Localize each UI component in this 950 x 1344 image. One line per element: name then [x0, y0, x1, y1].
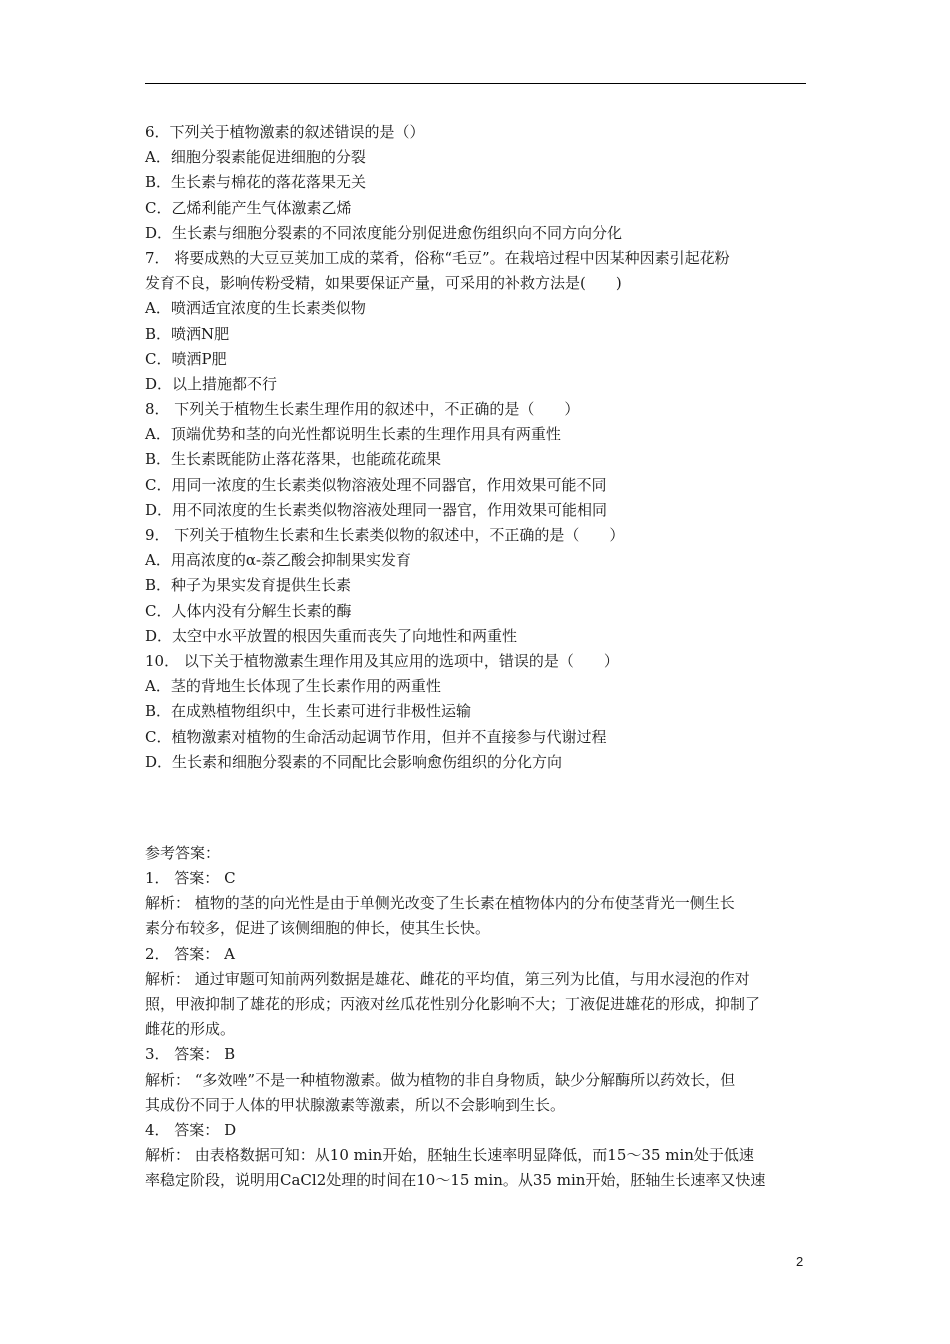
answer-line: 1． 答案： C [145, 869, 236, 888]
analysis-line: 雌花的形成。 [145, 1020, 236, 1039]
answer-section [145, 841, 810, 1194]
option-a: A．喷洒适宜浓度的生长素类似物 [145, 299, 366, 318]
question-6 [145, 120, 810, 246]
option-d: D．用不同浓度的生长素类似物溶液处理同一器官，作用效果可能相同 [145, 500, 608, 519]
option-c: C．植物激素对植物的生命活动起调节作用，但并不直接参与代谢过程 [145, 727, 607, 746]
question-stem: 6．下列关于植物激素的叙述错误的是（） [145, 123, 425, 141]
option-c: C．喷洒P肥 [145, 349, 227, 368]
analysis-line: 解析： 通过审题可知前两列数据是雄花、雌花的平均值，第三列为比值，与用水浸泡的作对 [145, 969, 750, 988]
answer-item-1 [145, 866, 810, 942]
analysis-line: 率稳定阶段，说明用CaCl2处理的时间在10～15 min。从35 min开始，胚轴生长速率又快速 [145, 1171, 766, 1190]
question-stem-line: 发育不良，影响传粉受精，如果要保证产量，可采用的补救方法是( ) [145, 274, 622, 293]
option-a: A．用高浓度的α-萘乙酸会抑制果实发育 [145, 551, 412, 570]
question-8 [145, 397, 810, 523]
question-7 [145, 246, 810, 397]
option-d: D．生长素和细胞分裂素的不同配比会影响愈伤组织的分化方向 [145, 752, 563, 771]
document-body [145, 120, 810, 1194]
analysis-line: 其成份不同于人体的甲状腺激素等激素，所以不会影响到生长。 [145, 1095, 566, 1114]
question-stem: 8． 下列关于植物生长素生理作用的叙述中，不正确的是（ ） [145, 400, 580, 419]
question-stem: 9． 下列关于植物生长素和生长素类似物的叙述中，不正确的是（ ） [145, 526, 625, 544]
question-10 [145, 649, 810, 775]
page-number: 2 [796, 1254, 804, 1269]
answer-line: 2． 答案： A [145, 944, 235, 963]
option-d: D．生长素与细胞分裂素的不同浓度能分别促进愈伤组织向不同方向分化 [145, 223, 623, 242]
option-d: D．太空中水平放置的根因失重而丧失了向地性和两重性 [145, 626, 518, 645]
option-a: A．茎的背地生长体现了生长素作用的两重性 [145, 677, 441, 696]
question-stem-line: 7． 将要成熟的大豆豆荚加工成的菜肴，俗称“毛豆”。在栽培过程中因某种因素引起花粉 [145, 248, 730, 267]
option-c: C．乙烯利能产生气体激素乙烯 [145, 198, 352, 217]
header-rule [145, 83, 806, 84]
question-stem: 10． 以下关于植物激素生理作用及其应用的选项中，错误的是（ ） [145, 651, 619, 670]
analysis-line: 素分布较多，促进了该侧细胞的伸长，使其生长快。 [145, 919, 491, 938]
answer-line: 4． 答案： D [145, 1120, 237, 1139]
answer-item-2 [145, 942, 810, 1043]
option-a: A．顶端优势和茎的向光性都说明生长素的生理作用具有两重性 [145, 425, 561, 444]
analysis-line: 解析： “多效唑”不是一种植物激素。做为植物的非自身物质，缺少分解酶所以药效长，但 [145, 1070, 736, 1089]
option-b: B．种子为果实发育提供生长素 [145, 576, 352, 595]
option-c: C．人体内没有分解生长素的酶 [145, 601, 352, 620]
question-9 [145, 523, 810, 649]
answer-item-4 [145, 1118, 810, 1194]
option-b: B．生长素与棉花的落花落果无关 [145, 173, 367, 192]
answer-heading: 参考答案： [145, 843, 221, 862]
section-gap [145, 775, 810, 841]
analysis-line: 解析： 植物的茎的向光性是由于单侧光改变了生长素在植物体内的分布使茎背光一侧生长 [145, 894, 735, 913]
option-a: A．细胞分裂素能促进细胞的分裂 [145, 148, 366, 167]
option-b: B．喷洒N肥 [145, 324, 230, 343]
option-c: C．用同一浓度的生长素类似物溶液处理不同器官，作用效果可能不同 [145, 475, 607, 494]
analysis-line: 照，甲液抑制了雄花的形成；丙液对丝瓜花性别分化影响不大；丁液促进雄花的形成，抑制了 [145, 995, 761, 1013]
answer-line: 3． 答案： B [145, 1045, 236, 1064]
option-b: B．在成熟植物组织中，生长素可进行非极性运输 [145, 702, 472, 721]
option-b: B．生长素既能防止落花落果，也能疏花疏果 [145, 450, 442, 469]
answer-item-3 [145, 1042, 810, 1118]
option-d: D．以上措施都不行 [145, 374, 278, 393]
analysis-line: 解析： 由表格数据可知：从10 min开始，胚轴生长速率明显降低，而15～35 min处于低速 [145, 1146, 754, 1165]
